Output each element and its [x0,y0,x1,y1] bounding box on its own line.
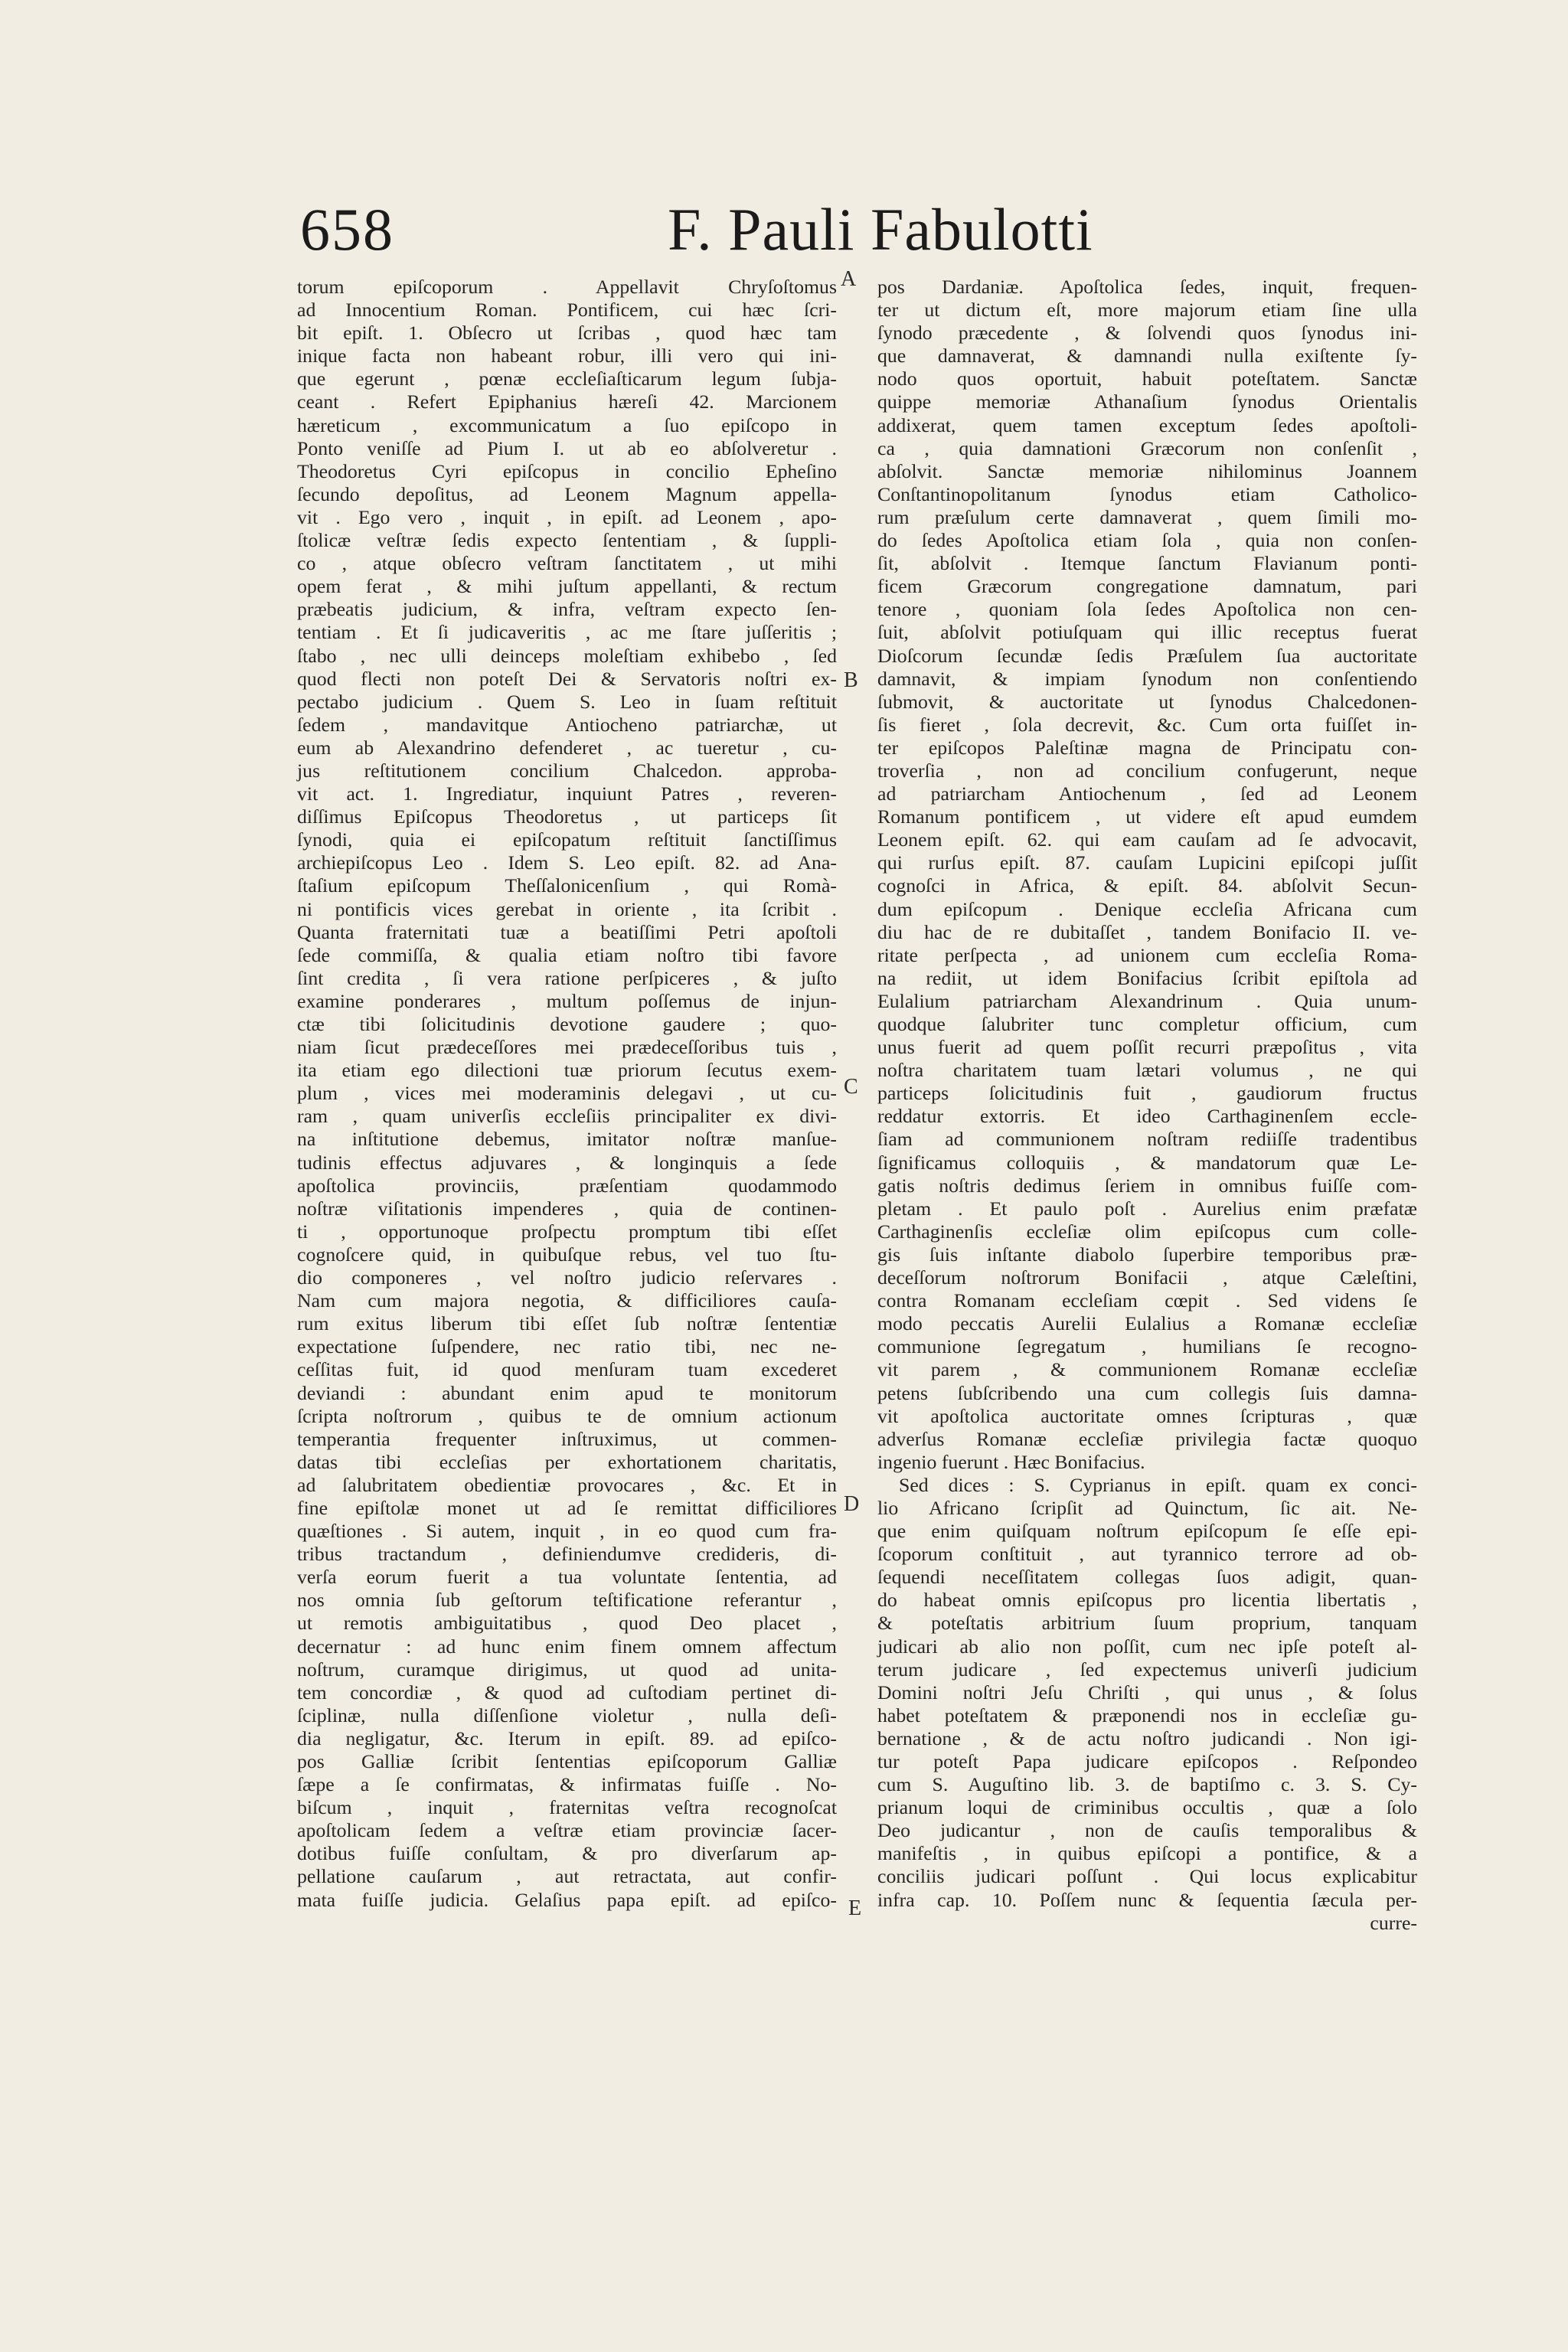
text-line: eum ab Alexandrino defenderet , ac tueretur , cu- [297,736,837,759]
text-line: opem ferat , & mihi juſtum appellanti, & rectum [297,575,837,598]
text-line: deviandi : abundant enim apud te monitorum [297,1381,837,1404]
text-line: examine ponderares , multum poſſemus de injun- [297,989,837,1012]
text-line: temperantia frequenter inſtruximus, ut commen- [297,1427,837,1450]
text-line: ſæpe a ſe confirmatas, & infirmatas fuiſſe . No- [297,1773,837,1796]
text-line: judicari ab alio non poſſit, cum nec ipſe poteſt al- [877,1635,1417,1658]
text-line: Ponto veniſſe ad Pium I. ut ab eo abſolveretur . [297,436,837,459]
text-line: terum judicare , ſed expectemus univerſi judicium [877,1658,1417,1681]
text-line: vit parem , & communionem Romanæ eccleſiæ [877,1358,1417,1381]
text-line: ſede commiſſa, & qualia etiam noſtro tibi favore [297,943,837,966]
text-line: co , atque obſecro veſtram ſanctitatem , ut mihi [297,552,837,575]
text-line: dia negligatur, &c. Iterum in epiſt. 89. ad epiſco- [297,1726,837,1749]
text-line: & poteſtatis arbitrium ſuum proprium, tanquam [877,1612,1417,1635]
page-header [300,191,1449,276]
text-line: ni pontificis vices gerebat in oriente , ita ſcribit . [297,897,837,920]
text-line: hæreticum , excommunicatum a ſuo epiſcopo in [297,413,837,436]
text-line: ſuit, abſolvit potiuſquam qui illic receptus fuerat [877,621,1417,644]
text-line: dio componeres , vel noſtro judicio reſervares . [297,1266,837,1289]
text-line: fine epiſtolæ monet ut ad ſe remittat difficiliores [297,1496,837,1519]
text-line: noſtræ viſitationis impenderes , quia de continen- [297,1197,837,1220]
text-line: curre- [1370,1911,1417,1934]
text-line: dum epiſcopum . Denique eccleſia Africana cum [877,897,1417,920]
right-text-column [877,276,1417,1935]
text-line: ceant . Refert Epiphanius hæreſi 42. Marcionem [297,390,837,413]
margin-marker-c: C [844,1075,858,1099]
text-line: na inſtitutione debemus, imitator noſtræ manſue- [297,1128,837,1151]
text-line: deceſſorum noſtrorum Bonifacii , atque Cæleſtini, [877,1266,1417,1289]
text-line: ſcripta noſtrorum , quibus te de omnium actionum [297,1404,837,1427]
text-line: bernatione , & de actu noſtro judicandi . Non igi- [877,1726,1417,1749]
text-line: pellatione cauſarum , aut retractata, aut confir- [297,1865,837,1888]
text-line: adverſus Romanæ eccleſiæ privilegia factæ quoquo [877,1427,1417,1450]
text-line: pos Galliæ ſcribit ſententias epiſcoporum Galliæ [297,1750,837,1772]
text-line: quodque ſalubriter tunc completur officium, cum [877,1013,1417,1035]
text-line: diſſimus Epiſcopus Theodoretus , ut particeps ſit [297,805,837,828]
text-line: Carthaginenſis eccleſiæ olim epiſcopus cum colle- [877,1220,1417,1243]
text-line: qui rurſus epiſt. 87. cauſam Lupicini epiſcopi juſſit [877,851,1417,874]
text-line: petens ſubſcribendo una cum collegis ſuis damna- [877,1381,1417,1404]
text-line: Domini noſtri Jeſu Chriſti , qui unus , & ſolus [877,1681,1417,1704]
text-line: Romanum pontificem , ut videre eſt apud eumdem [877,805,1417,828]
text-line: Conſtantinopolitanum ſynodus etiam Catholico- [877,482,1417,505]
text-line: torum epiſcoporum . Appellavit Chryſoſtomus [297,276,837,298]
text-line: addixerat, quem tamen exceptum ſedes apoſtoli- [877,413,1417,436]
text-line: Dioſcorum ſecundæ ſedis Præſulem ſua auctoritate [877,644,1417,667]
text-line: vit apoſtolica auctoritate omnes ſcripturas , quæ [877,1404,1417,1427]
text-line: ſubmovit, & auctoritate ut ſynodus Chalcedonen- [877,690,1417,713]
text-line: archiepiſcopus Leo . Idem S. Leo epiſt. 82. ad Ana- [297,851,837,874]
text-line: do habeat omnis epiſcopus pro licentia libertatis , [877,1589,1417,1612]
text-line: noſtra charitatem tuam lætari volumus , ne qui [877,1059,1417,1082]
text-line: ram , quam univerſis eccleſiis principaliter ex divi- [297,1105,837,1128]
text-line: apoſtolicam ſedem a veſtræ etiam provinciæ ſacer- [297,1819,837,1842]
text-line: unus fuerit ad quem poſſit recurri præpoſitus , vita [877,1036,1417,1059]
text-line: biſcum , inquit , fraternitas veſtra recognoſcat [297,1796,837,1819]
text-line: vit act. 1. Ingrediatur, inquiunt Patres , reveren- [297,782,837,805]
text-line: tentiam . Et ſi judicaveritis , ac me ſtare juſſeritis ; [297,621,837,644]
text-line: damnavit, & impiam ſynodum non conſentiendo [877,667,1417,690]
text-line: rum exitus liberum tibi eſſet ſub noſtræ ſententiæ [297,1312,837,1335]
text-line: jus reſtitutionem concilium Chalcedon. approba- [297,759,837,782]
text-line: quod flecti non poteſt Dei & Servatoris noſtri ex- [297,667,837,690]
text-line: Sed dices : S. Cyprianus in epiſt. quam ex conci- [899,1473,1417,1496]
text-line: troverſia , non ad concilium confugerunt, neque [877,759,1417,782]
text-line: abſolvit. Sanctæ memoriæ nihilominus Joannem [877,459,1417,482]
text-line: tribus tractandum , definiendumve credideris, di- [297,1543,837,1566]
text-line: gis ſuis inſtante diabolo ſuperbire temporibus præ- [877,1243,1417,1266]
text-line: communione ſegregatum , humilians ſe recogno- [877,1335,1417,1358]
text-line: Nam cum majora negotia, & difficiliores cauſa- [297,1289,837,1312]
text-line: Deo judicantur , non de cauſis temporalibus & [877,1819,1417,1842]
text-line: cum S. Auguſtino lib. 3. de baptiſmo c. 3. S. Cy- [877,1773,1417,1796]
text-line: expectatione ſuſpendere, nec ratio tibi, nec ne- [297,1335,837,1358]
text-line: tur poteſt Papa judicare epiſcopos . Reſpondeo [877,1750,1417,1772]
text-line: ti , opportunoque proſpectu promptum tibi eſſet [297,1220,837,1243]
text-line: ſedem , mandavitque Antiocheno patriarchæ, ut [297,713,837,736]
text-line: Eulalium patriarcham Alexandrinum . Quia unum- [877,989,1417,1012]
text-line: cognoſcere quid, in quibuſque rebus, vel tuo ſtu- [297,1243,837,1266]
text-line: ſtabo , nec ulli deinceps moleſtiam exhibebo , ſed [297,644,837,667]
text-line: pos Dardaniæ. Apoſtolica ſedes, inquit, frequen- [877,276,1417,298]
text-line: plum , vices mei moderaminis delegavi , ut cu- [297,1082,837,1105]
text-line: na rediit, ut idem Bonifacius ſcribit epiſtola ad [877,966,1417,989]
text-line: ctæ tibi ſolicitudinis devotione gaudere ; quo- [297,1013,837,1035]
text-line: verſa eorum fuerit a tua voluntate ſententia, ad [297,1566,837,1589]
text-line: ritate perſpecta , ad unionem cum eccleſia Roma- [877,943,1417,966]
text-line: nodo quos oportuit, habuit poteſtatem. Sanctæ [877,368,1417,390]
text-line: tenore , quoniam ſola ſedes Apoſtolica non cen- [877,598,1417,621]
text-line: ſint credita , ſi vera ratione perſpiceres , & juſto [297,966,837,989]
text-line: lio Africano ſcripſit ad Quinctum, ſic ait. Ne- [877,1496,1417,1519]
text-line: decernatur : ad hunc enim finem omnem affectum [297,1635,837,1658]
text-line: rum præſulum certe damnaverat , quem ſimili mo- [877,505,1417,528]
text-line: Quanta fraternitati tuæ a beatiſſimi Petri apoſtoli [297,920,837,943]
text-line: prianum loqui de criminibus occultis , quæ a ſolo [877,1796,1417,1819]
text-line: apoſtolica provinciis, præſentiam quodammodo [297,1174,837,1197]
text-line: ſtaſium epiſcopum Theſſalonicenſium , qui Romà- [297,874,837,897]
text-line: inique facta non habeant robur, illi vero qui ini- [297,345,837,368]
text-line: cognoſci in Africa, & epiſt. 84. abſolvit Secun- [877,874,1417,897]
text-line: ter ut dictum eſt, more majorum etiam ſine ulla [877,299,1417,322]
text-line: pectabo judicium . Quem S. Leo in ſuam reſtituit [297,690,837,713]
text-line: ſtolicæ veſtræ ſedis expecto ſententiam , & ſuppli- [297,529,837,552]
text-line: ſit, abſolvit . Itemque ſanctum Flavianum ponti- [877,552,1417,575]
text-line: quæſtiones . Si autem, inquit , in eo quod cum fra- [297,1520,837,1543]
margin-marker-a: A [841,267,857,291]
text-line: ſis fieret , ſola decrevit, &c. Cum orta fuiſſet in- [877,713,1417,736]
margin-marker-e: E [848,1896,862,1920]
text-line: Leonem epiſt. 62. qui eam cauſam ad ſe advocavit, [877,828,1417,851]
text-line: noſtrum, curamque dirigimus, ut quod ad unita- [297,1658,837,1681]
text-line: tudinis effectus adjuvares , & longinquis a ſede [297,1151,837,1174]
text-line: ſcoporum conſtituit , aut tyrannico terrore ad ob- [877,1543,1417,1566]
text-line: nos omnia ſub geſtorum teſtificatione referantur , [297,1589,837,1612]
text-line: ita etiam ego dilectioni tuæ priorum ſecutus exem- [297,1059,837,1082]
text-line: vit . Ego vero , inquit , in epiſt. ad Leonem , apo- [297,505,837,528]
text-line: ad Innocentium Roman. Pontificem, cui hæc ſcri- [297,299,837,322]
text-line: ca , quia damnationi Græcorum non conſenſit , [877,436,1417,459]
text-line: ſignificamus colloquiis , & mandatorum quæ Le- [877,1151,1417,1174]
text-line: dotibus fuiſſe conſultam, & pro diverſarum ap- [297,1842,837,1865]
text-line: ſequendi neceſſitatem collegas ſuos adigit, quan- [877,1566,1417,1589]
text-line: ad patriarcham Antiochenum , ſed ad Leonem [877,782,1417,805]
text-line: pletam . Et paulo poſt . Aurelius enim præfatæ [877,1197,1417,1220]
text-line: mata fuiſſe judicia. Gelaſius papa epiſt. ad epiſco- [297,1888,837,1911]
text-line: Theodoretus Cyri epiſcopus in concilio Epheſino [297,459,837,482]
text-line: que damnaverat, & damnandi nulla exiſtente ſy- [877,345,1417,368]
text-line: habet poteſtatem & præponendi nos in eccleſiæ gu- [877,1704,1417,1726]
text-line: do ſedes Apoſtolica etiam ſola , quia non conſen- [877,529,1417,552]
text-line: gatis noſtris dedimus ſeriem in omnibus fuiſſe com- [877,1174,1417,1197]
left-text-column [297,276,837,1912]
text-line: ſiam ad communionem noſtram rediiſſe tradentibus [877,1128,1417,1151]
text-line: quippe memoriæ Athanaſium ſynodus Orientalis [877,390,1417,413]
text-line: ſecundo depoſitus, ad Leonem Magnum appella- [297,482,837,505]
text-line: modo peccatis Aurelii Eulalius a Romanæ eccleſiæ [877,1312,1417,1335]
text-line: ſynodi, quia ei epiſcopatum reſtituit ſanctiſſimus [297,828,837,851]
text-line: ut remotis ambiguitatibus , quod Deo placet , [297,1612,837,1635]
text-line: reddatur extorris. Et ideo Carthaginenſem eccle- [877,1105,1417,1128]
text-line: diu hac de re dubitaſſet , tandem Bonifacio II. ve- [877,920,1417,943]
running-title: F. Pauli Fabulotti [668,196,1093,263]
text-line: manifeſtis , in quibus epiſcopi a pontifice, & a [877,1842,1417,1865]
text-line: ſciplinæ, nulla diſſenſione violetur , nulla deſi- [297,1704,837,1726]
text-line: particeps ſolicitudinis fuit , gaudiorum fructus [877,1082,1417,1105]
text-line: tem concordiæ , & quod ad cuſtodiam pertinet di- [297,1681,837,1704]
text-line: ingenio fuerunt . Hæc Bonifacius. [877,1450,1145,1473]
page-number: 658 [300,196,394,263]
text-line: que egerunt , pœnæ eccleſiaſticarum legum ſubja- [297,368,837,390]
margin-marker-b: B [844,668,858,692]
margin-marker-d: D [844,1492,860,1516]
text-line: niam ſicut prædeceſſores mei prædeceſſoribus tuis , [297,1036,837,1059]
text-line: infra cap. 10. Poſſem nunc & ſequentia ſæcula per- [877,1888,1417,1911]
text-line: ficem Græcorum congregatione damnatum, pari [877,575,1417,598]
text-line: ceſſitas fuit, id quod menſuram tuam excederet [297,1358,837,1381]
text-line: ad ſalubritatem obedientiæ provocares , &c. Et in [297,1473,837,1496]
text-line: datas tibi eccleſias per exhortationem charitatis, [297,1450,837,1473]
text-line: conciliis judicari poſſunt . Qui locus explicabitur [877,1865,1417,1888]
text-line: bit epiſt. 1. Obſecro ut ſcribas , quod hæc tam [297,322,837,345]
text-line: que enim quiſquam noſtrum epiſcopum ſe eſſe epi- [877,1520,1417,1543]
text-line: ter epiſcopos Paleſtinæ magna de Principatu con- [877,736,1417,759]
text-line: ſynodo præcedente , & ſolvendi quos ſynodus ini- [877,322,1417,345]
text-line: contra Romanam eccleſiam cœpit . Sed videns ſe [877,1289,1417,1312]
text-line: præbeatis judicium, & infra, veſtram expecto ſen- [297,598,837,621]
